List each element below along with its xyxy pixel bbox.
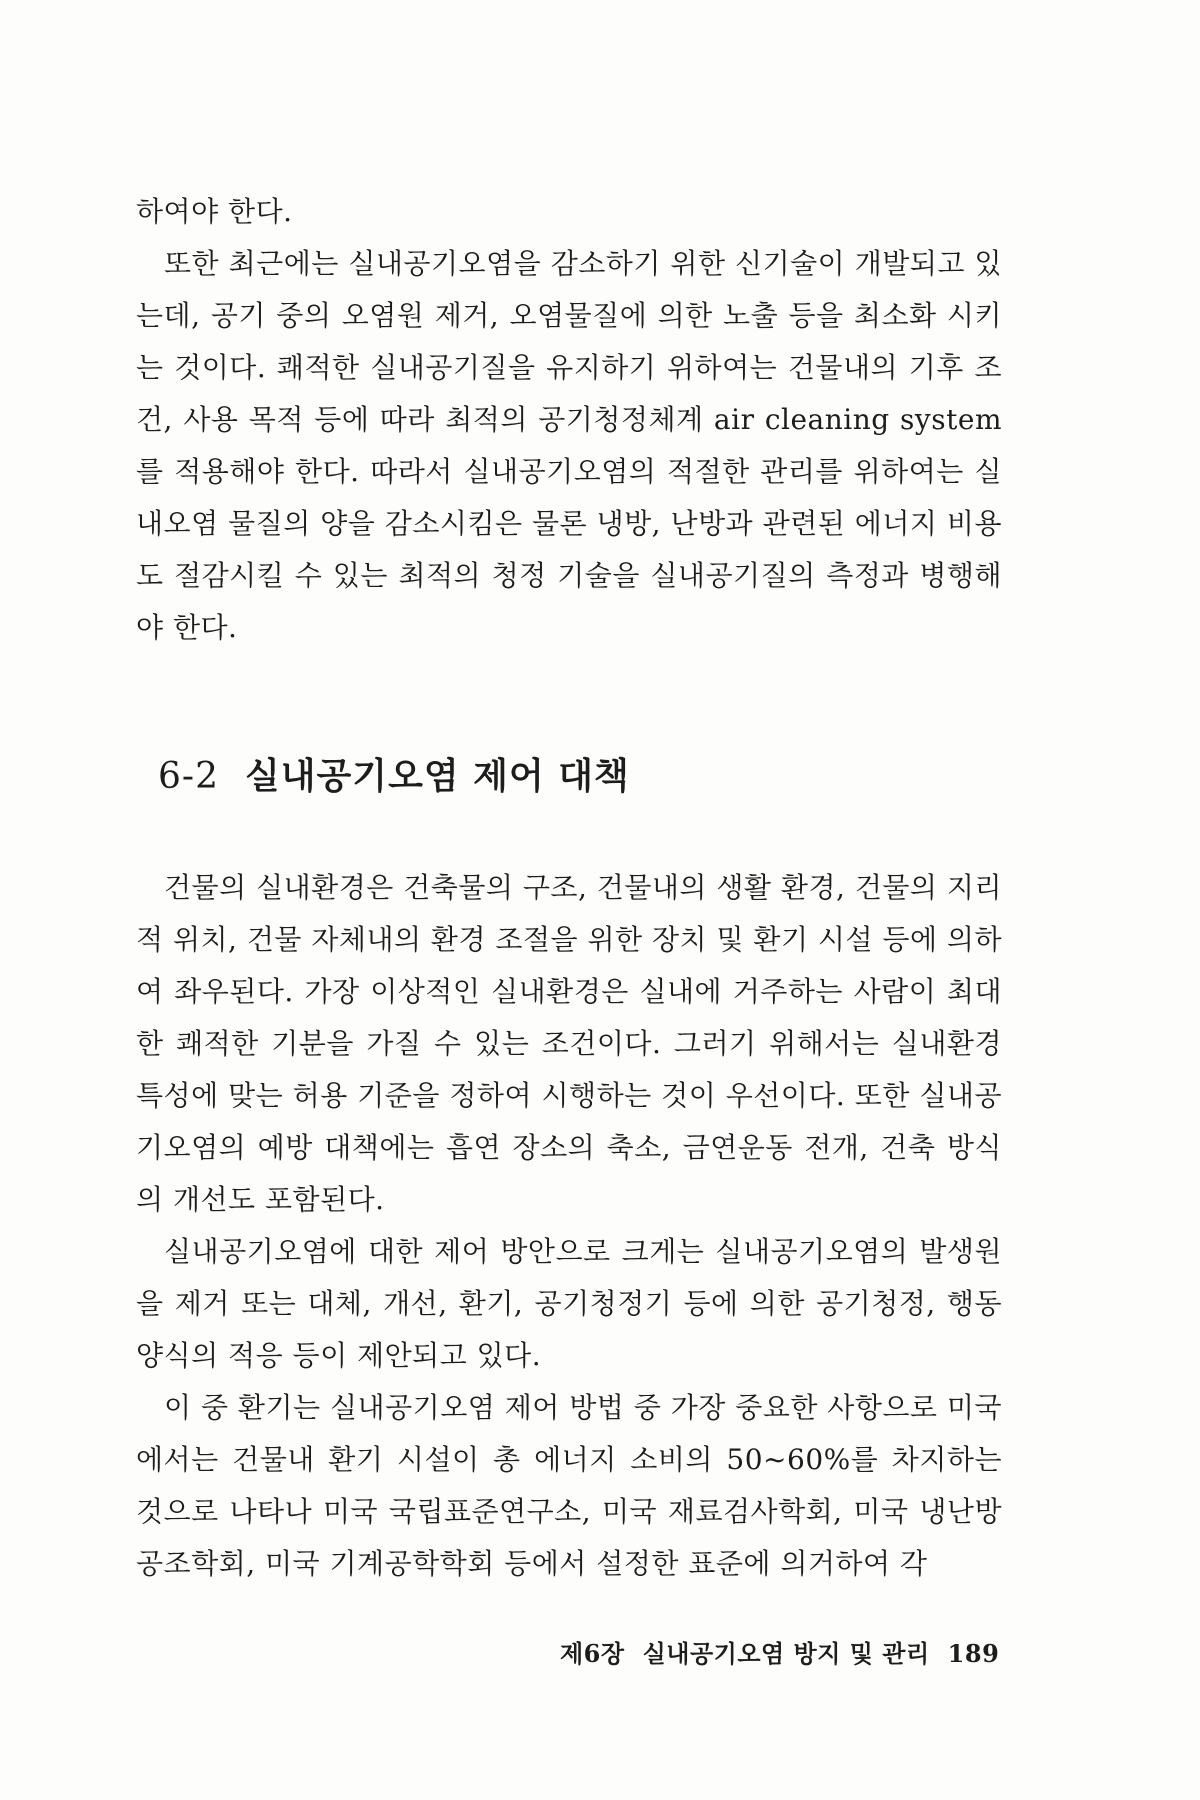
page-number: 189: [947, 1639, 1000, 1668]
running-footer: [560, 1634, 999, 1669]
footer-chapter: 제6장: [560, 1639, 625, 1668]
bottom-text-block: [136, 862, 1002, 1590]
paragraph: 건물의 실내환경은 건축물의 구조, 건물내의 생활 환경, 건물의 지리적 위치, 건물 자체내의 환경 조절을 위한 장치 및 환기 시설 등에 의하여 좌우된다. 가장 이상적인 실내환경은 실내에 거주하는 사람이 최대한 쾌적한 기분을 가질 수 있는 조건이다. 그러기 위해서는 실내환경 특성에 맞는 허용 기준을 정하여 시행하는 것이 우선이다. 또한 실내공기오염의 예방 대책에는 흡연 장소의 축소, 금연운동 전개, 건축 방식의 개선도 포함된다.: [136, 871, 1003, 1216]
section-number: 6-2: [158, 756, 219, 797]
paragraph: 또한 최근에는 실내공기오염을 감소하기 위한 신기술이 개발되고 있는데, 공기 중의 오염원 제거, 오염물질에 의한 노출 등을 최소화 시키는 것이다. 쾌적한 실내공기질을 유지하기 위하여는 건물내의 기후 조건, 사용 목적 등에 따라 최적의 공기청정체계 air cleaning system를 적용해야 한다. 따라서 실내공기오염의 적절한 관리를 위하여는 실내오염 물질의 양을 감소시킴은 물론 냉방, 난방과 관련된 에너지 비용도 절감시킬 수 있는 최적의 청정 기술을 실내공기질의 측정과 병행해야 한다.: [136, 247, 1002, 644]
footer-chapter-title: 실내공기오염 방지 및 관리: [642, 1639, 930, 1668]
paragraph: 실내공기오염에 대한 제어 방안으로 크게는 실내공기오염의 발생원을 제거 또는 대체, 개선, 환기, 공기청정기 등에 의한 공기청정, 행동 양식의 적응 등이 제안되고 있다.: [136, 1235, 1002, 1372]
top-text-block: [136, 186, 1002, 654]
paragraph: 하여야 한다.: [136, 195, 293, 228]
section-title: 실내공기오염 제어 대책: [244, 755, 630, 797]
section-heading: [158, 748, 630, 805]
paragraph: 이 중 환기는 실내공기오염 제어 방법 중 가장 중요한 사항으로 미국에서는 건물내 환기 시설이 총 에너지 소비의 50~60%를 차지하는 것으로 나타나 미국 국립표준연구소, 미국 재료검사학회, 미국 냉난방공조학회, 미국 기계공학학회 등에서 설정한 표준에 의거하여 각: [136, 1391, 1002, 1580]
